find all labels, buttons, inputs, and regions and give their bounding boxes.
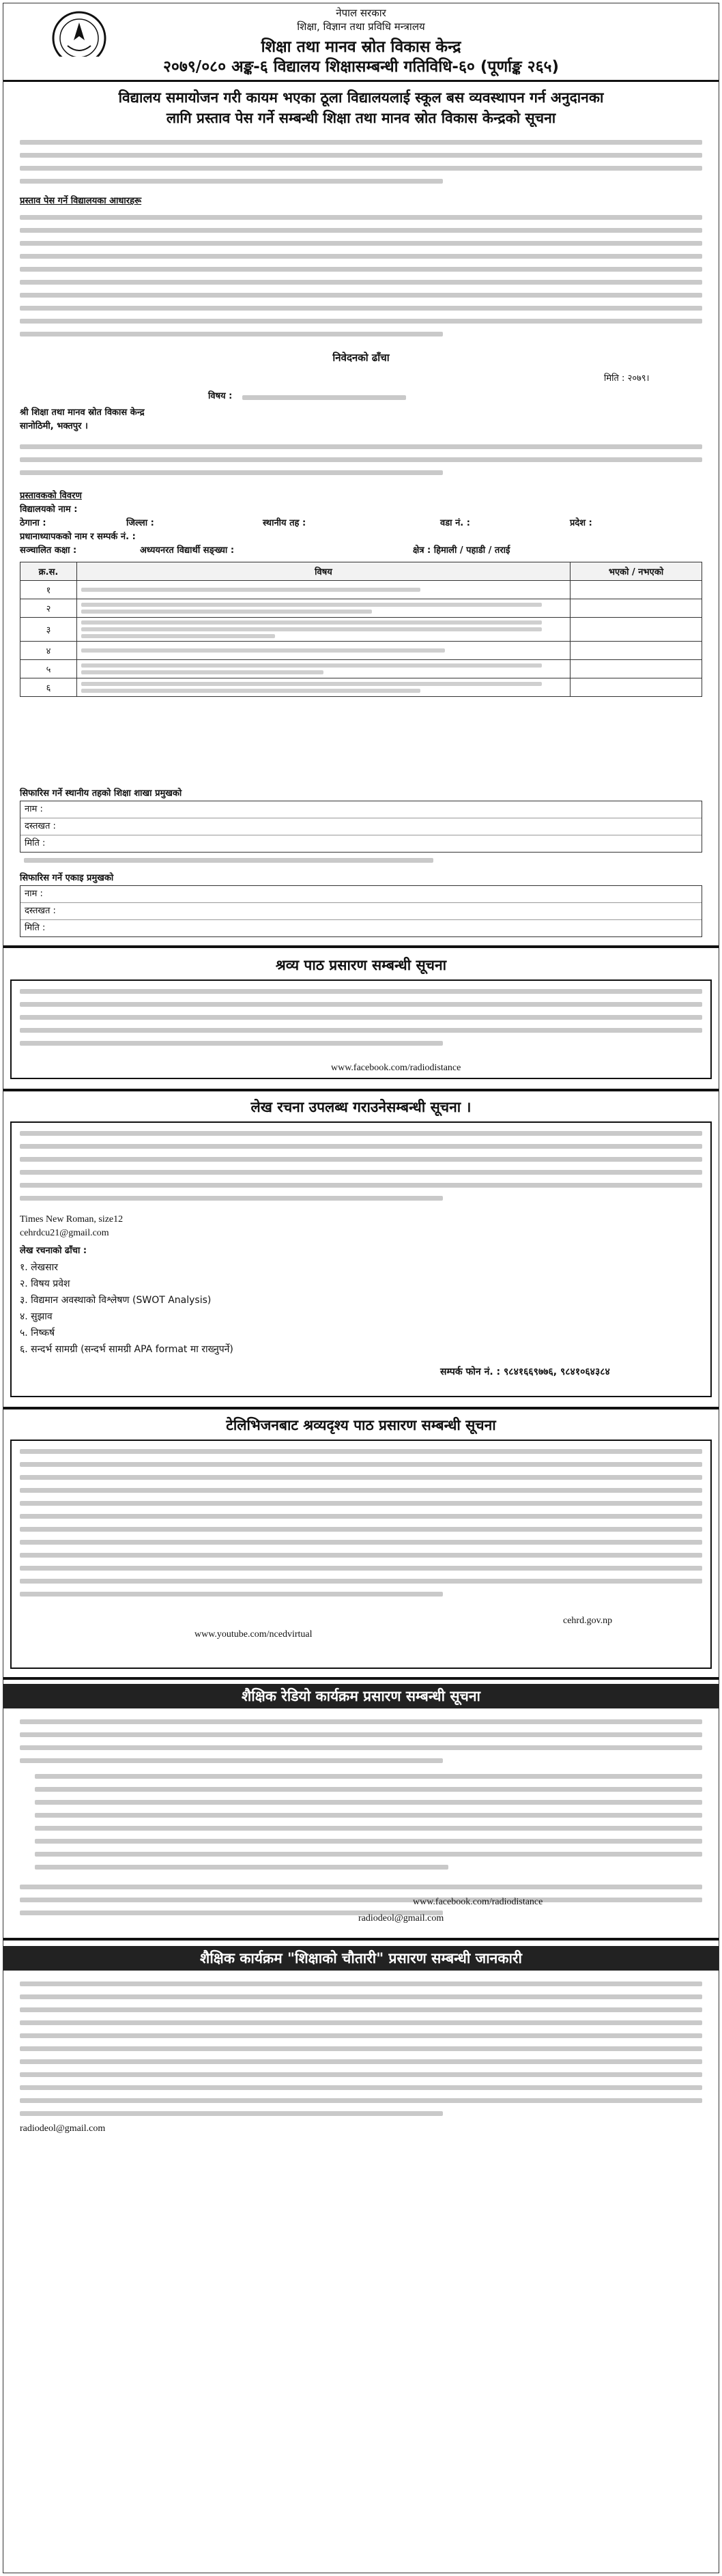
notice5-intro-paragraph — [20, 1719, 702, 1771]
divider — [3, 1938, 719, 1941]
form-date: मिति : २०७९। — [604, 373, 650, 384]
details-heading: प्रस्तावकको विवरण — [20, 491, 82, 501]
sig-date: मिति : — [25, 838, 46, 848]
class-label: सञ्चालित कक्षा : — [20, 545, 77, 556]
school-name-label: विद्यालयको नाम : — [20, 504, 78, 515]
notice5-facebook-link[interactable]: www.facebook.com/radiodistance — [413, 1897, 543, 1907]
divider — [3, 1407, 719, 1409]
divider — [3, 945, 719, 948]
local-level-label: स्थानीय तह : — [263, 518, 306, 528]
notice4-paragraph — [20, 1449, 702, 1605]
notice1-intro-paragraph — [20, 140, 702, 192]
sig-date: मिति : — [25, 923, 46, 933]
table-row: ३ — [20, 618, 702, 642]
notice2-title: श्रव्य पाठ प्रसारण सम्बन्धी सूचना — [275, 957, 447, 973]
divider — [3, 1089, 719, 1091]
list-item: १. लेखसार — [20, 1262, 58, 1273]
notice4-youtube-link[interactable]: www.youtube.com/ncedvirtual — [194, 1629, 313, 1640]
unit-signature-box — [20, 885, 702, 937]
students-label: अध्ययनरत विद्यार्थी सङ्ख्या : — [140, 545, 235, 556]
format-heading: लेख रचनाको ढाँचा : — [20, 1246, 87, 1256]
sig-signature: दस्तखत : — [20, 903, 702, 920]
zone-label: क्षेत्र : हिमाली / पहाडी / तराई — [413, 545, 510, 556]
notice3-email[interactable]: cehrdcu21@gmail.com — [20, 1228, 109, 1238]
criteria-table — [20, 562, 702, 697]
table-header-status: भएको / नभएको — [571, 562, 702, 581]
recommend-heading: सिफारिस गर्ने स्थानीय तहको शिक्षा शाखा प्रमुखको — [20, 788, 182, 799]
sig-name: नाम : — [20, 886, 702, 903]
list-item: ४. सुझाव — [20, 1311, 53, 1322]
addressee-line1: श्री शिक्षा तथा मानव स्रोत विकास केन्द्र — [20, 407, 145, 418]
table-row: १ — [20, 581, 702, 599]
notice3-font-note: Times New Roman, size12 — [20, 1214, 124, 1225]
recommend-heading2: सिफारिस गर्ने एकाइ प्रमुखको — [20, 873, 114, 883]
masthead-organization: शिक्षा तथा मानव स्रोत विकास केन्द्र — [261, 38, 461, 56]
addressee-line2: सानोठिमी, भक्तपुर । — [20, 421, 88, 431]
district-label: जिल्ला : — [126, 518, 154, 528]
table-row: ५ — [20, 660, 702, 678]
notice6-title: शैक्षिक कार्यक्रम "शिक्षाको चौतारी" प्रसारण सम्बन्धी जानकारी — [3, 1946, 719, 1971]
notice3-paragraph — [20, 1131, 702, 1209]
form-body-paragraph — [20, 444, 702, 483]
table-row: २ — [20, 599, 702, 618]
criteria-heading: प्रस्ताव पेस गर्ने विद्यालयका आधारहरू — [20, 196, 142, 206]
masthead — [3, 3, 719, 76]
sig-name: नाम : — [20, 801, 702, 818]
notice5-bullet-list — [35, 1774, 702, 1878]
sig-signature: दस्तखत : — [20, 818, 702, 835]
notice6-email[interactable]: radiodeol@gmail.com — [20, 2123, 106, 2134]
notice1-title-line2: लागि प्रस्ताव पेस गर्ने सम्बन्धी शिक्षा तथा मानव स्रोत विकास केन्द्रको सूचना — [166, 110, 556, 126]
divider — [3, 1677, 719, 1680]
recommend-signature-box — [20, 801, 702, 853]
list-item: २. विषय प्रवेश — [20, 1278, 70, 1289]
list-item: ३. विद्यमान अवस्थाको विश्लेषण (SWOT Analysis) — [20, 1295, 212, 1306]
table-row: ६ — [20, 678, 702, 697]
notice1-title-line1: विद्यालय समायोजन गरी कायम भएका ठूला विद्यालयलाई स्कूल बस व्यवस्थापन गर्न अनुदानका — [118, 89, 604, 106]
list-item: ६. सन्दर्भ सामग्री (सन्दर्भ सामग्री APA format मा राख्नुपर्ने) — [20, 1344, 233, 1355]
table-header-row — [20, 562, 702, 581]
notice2-facebook-link[interactable]: www.facebook.com/radiodistance — [331, 1063, 461, 1073]
issue-banner: २०७९/०८० अङ्क-६ विद्यालय शिक्षासम्बन्धी गतिविधि-६० (पूर्णाङ्क २६५) — [13, 57, 709, 77]
table-header-subject: विषय — [77, 562, 571, 581]
divider — [3, 80, 719, 82]
notice5-email[interactable]: radiodeol@gmail.com — [358, 1913, 444, 1923]
notice4-website[interactable]: cehrd.gov.np — [563, 1616, 613, 1626]
notice3-title: लेख रचना उपलब्ध गराउनेसम्बन्धी सूचना । — [250, 1099, 472, 1115]
masthead-ministry: शिक्षा, विज्ञान तथा प्रविधि मन्त्रालय — [297, 20, 425, 33]
notice6-paragraph — [20, 1981, 702, 2124]
newspaper-notice-page — [3, 3, 719, 2573]
notice3-contact: सम्पर्क फोन नं. : ९८४१६६९७७६, ९८४१०६४३८४ — [440, 1366, 610, 1377]
table-row: ४ — [20, 642, 702, 660]
criteria-list — [20, 215, 702, 345]
address-label: ठेगाना : — [20, 518, 46, 528]
notice4-title: टेलिभिजनबाट श्रव्यदृश्य पाठ प्रसारण सम्बन्धी सूचना — [226, 1417, 496, 1433]
head-teacher-label: प्रधानाध्यापकको नाम र सम्पर्क नं. : — [20, 532, 136, 542]
notice2-paragraph — [20, 989, 702, 1054]
ward-label: वडा नं. : — [440, 518, 470, 528]
form-subject: विषय : — [208, 391, 233, 401]
masthead-government: नेपाल सरकार — [336, 7, 386, 19]
form-heading: निवेदनको ढाँचा — [332, 352, 390, 364]
list-item: ५. निष्कर्ष — [20, 1328, 55, 1339]
table-header-sn: क्र.स. — [20, 562, 77, 581]
notice5-title: शैक्षिक रेडियो कार्यक्रम प्रसारण सम्बन्धी सूचना — [3, 1684, 719, 1708]
province-label: प्रदेश : — [570, 518, 592, 528]
